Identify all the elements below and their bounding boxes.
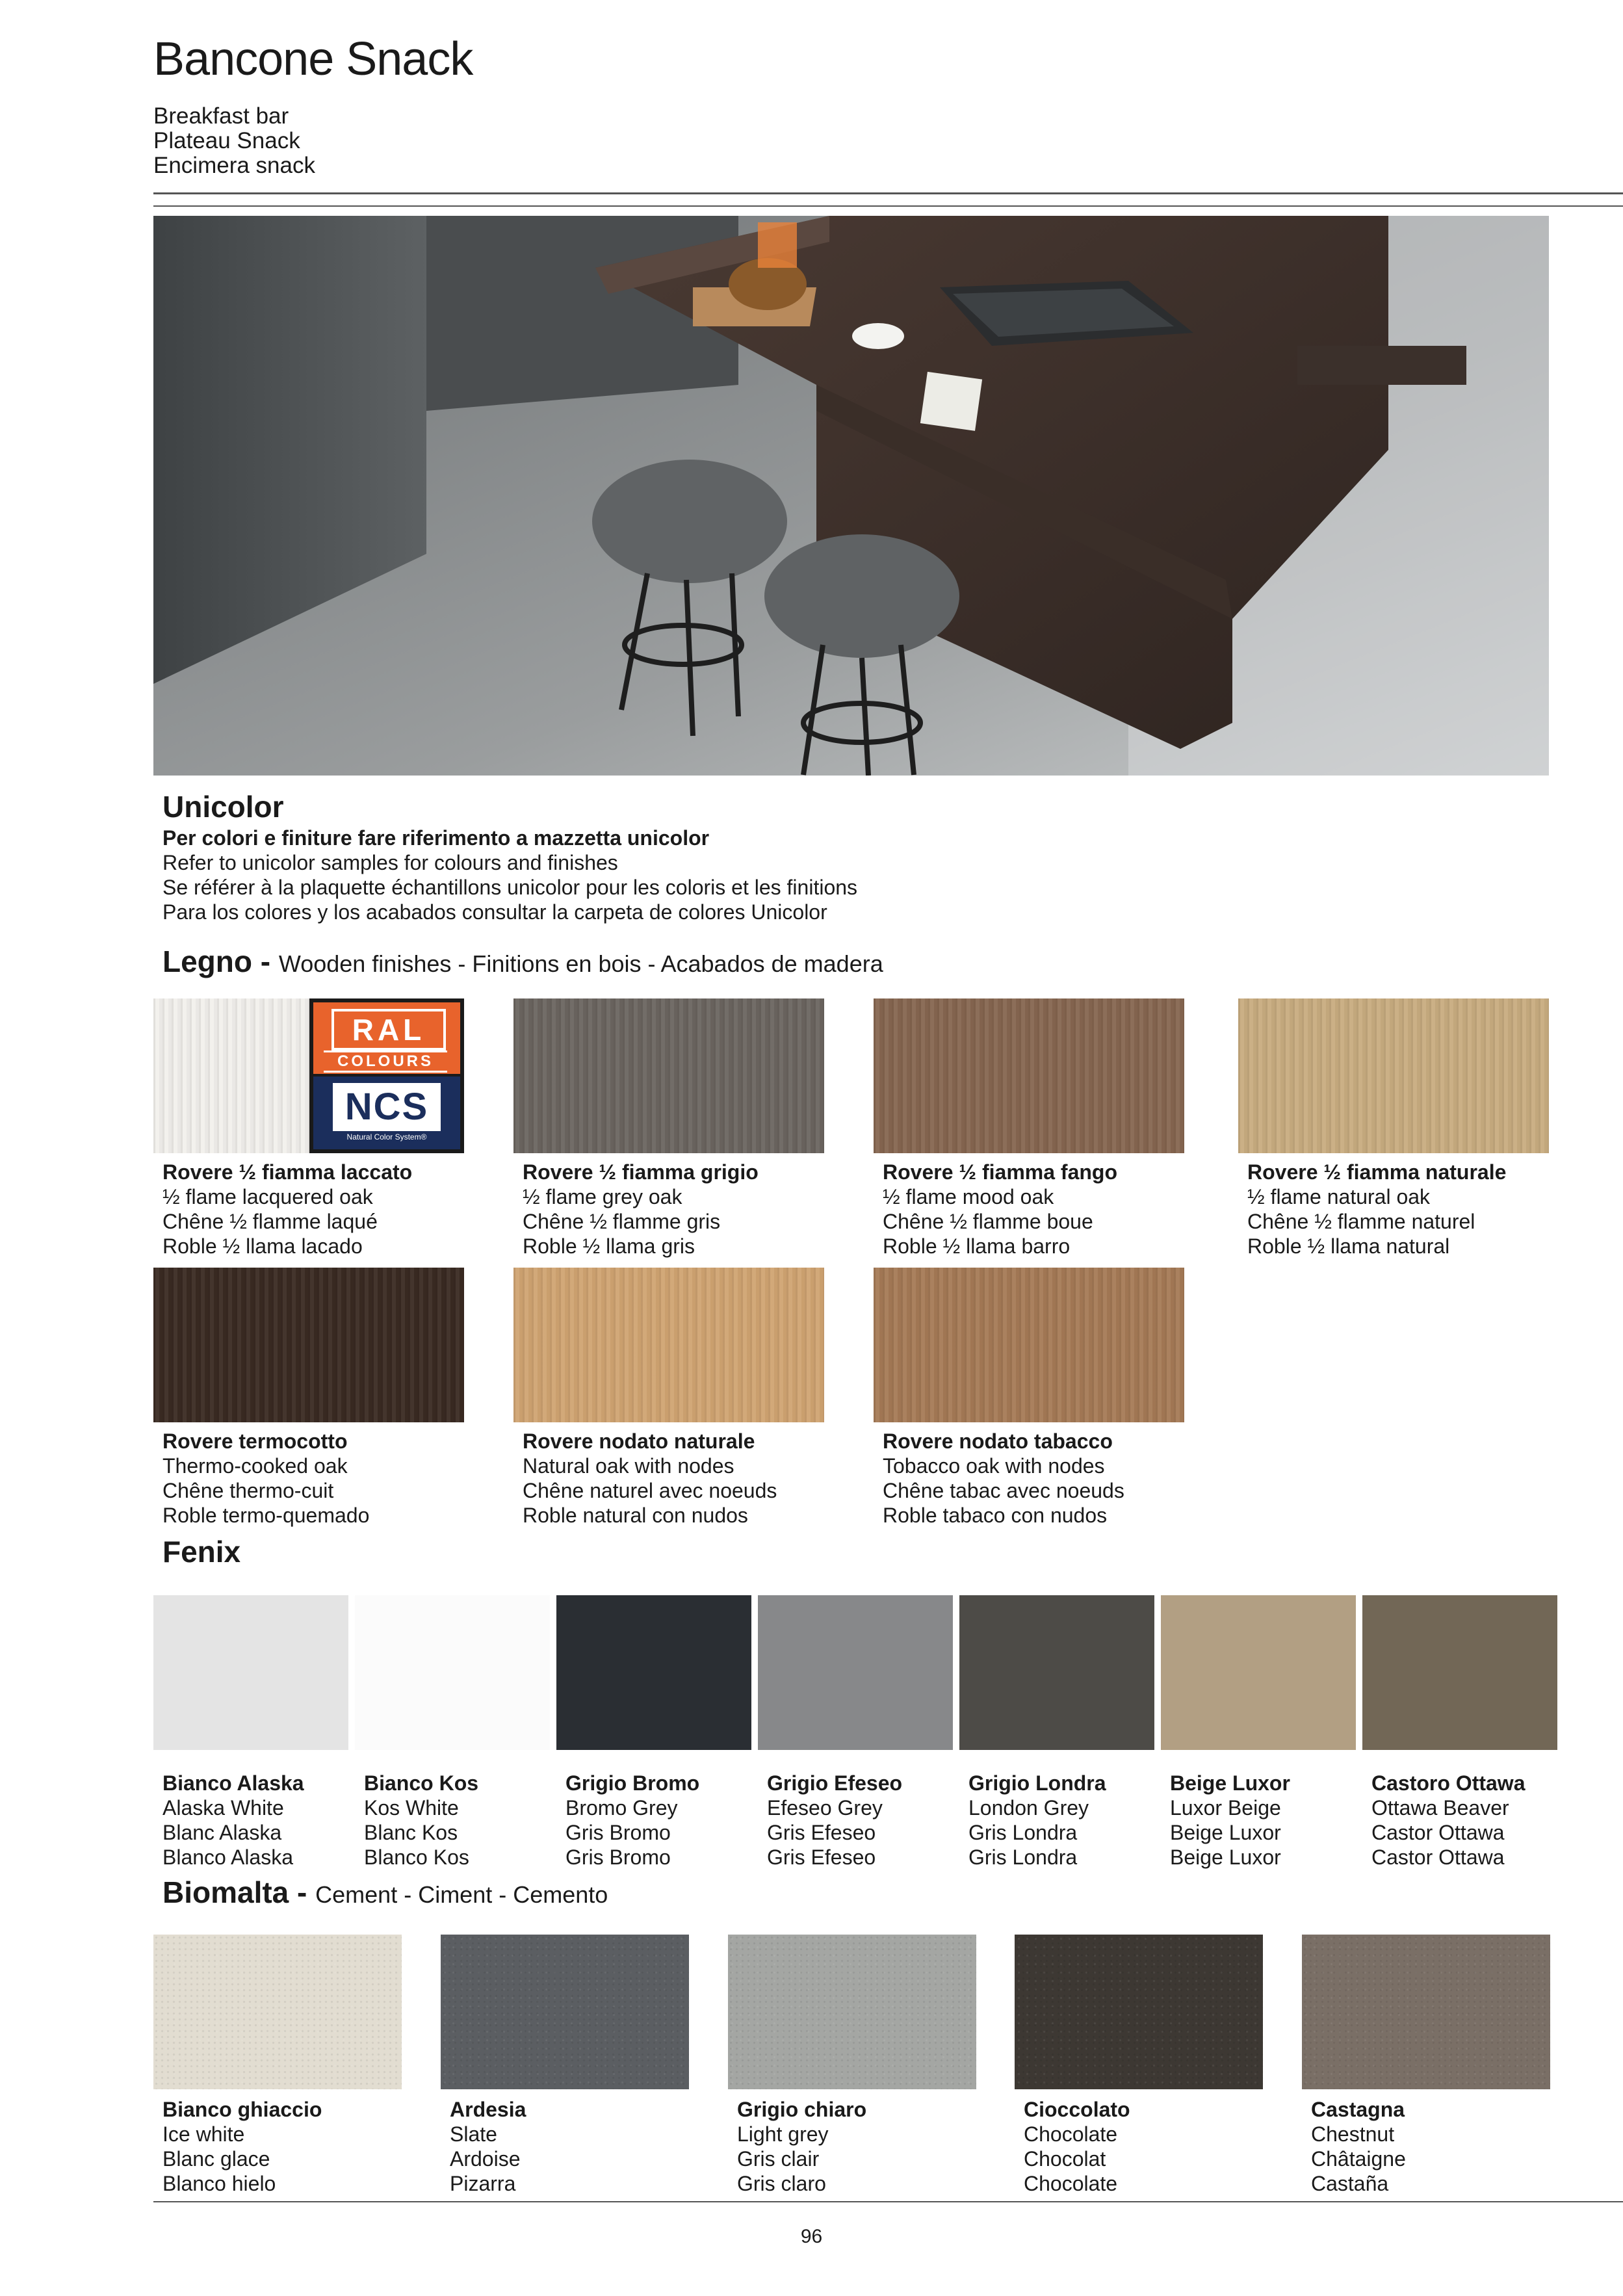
finish-name-fr: Beige Luxor	[1170, 1821, 1281, 1844]
finish-name: Bianco ghiaccio	[162, 2098, 322, 2121]
finish-name-en: ½ flame natural oak	[1247, 1185, 1431, 1208]
legno-swatch	[513, 998, 824, 1153]
finish-name-es: Blanco hielo	[162, 2172, 276, 2195]
finish-name-fr: Chocolat	[1024, 2147, 1106, 2171]
finish-name-fr: Blanc glace	[162, 2147, 270, 2171]
finish-name-es: Roble ½ llama natural	[1247, 1234, 1450, 1258]
finish-name-en: Ottawa Beaver	[1371, 1796, 1509, 1820]
finish-name-es: Gris claro	[737, 2172, 826, 2195]
page-subtitles	[153, 104, 315, 178]
fenix-caption	[1170, 1771, 1290, 1870]
finish-name: Grigio Londra	[968, 1771, 1106, 1795]
finish-name-fr: Gris Bromo	[565, 1821, 671, 1844]
fenix-caption	[767, 1771, 902, 1870]
finish-name: Grigio chiaro	[737, 2098, 867, 2121]
subtitle-es: Encimera snack	[153, 153, 315, 178]
finish-name-en: ½ flame lacquered oak	[162, 1185, 373, 1208]
finish-name-fr: Châtaigne	[1311, 2147, 1406, 2171]
finish-name-en: Slate	[450, 2122, 497, 2146]
legno-title-text: Legno -	[162, 945, 271, 978]
unicolor-line-en: Refer to unicolor samples for colours and finishes	[162, 851, 618, 874]
finish-name: Rovere ½ fiamma grigio	[523, 1160, 759, 1184]
finish-name-fr: Chêne naturel avec noeuds	[523, 1479, 777, 1502]
finish-name-es: Blanco Kos	[364, 1846, 469, 1869]
finish-name-en: Kos White	[364, 1796, 459, 1820]
legno-caption	[162, 1429, 369, 1528]
finish-name-en: ½ flame grey oak	[523, 1185, 682, 1208]
finish-name: Beige Luxor	[1170, 1771, 1290, 1795]
biomalta-swatch	[441, 1935, 689, 2089]
ral-logo-text: RAL	[331, 1009, 446, 1050]
finish-name: Bianco Kos	[364, 1771, 479, 1795]
fenix-caption	[565, 1771, 699, 1870]
fenix-swatch	[153, 1595, 348, 1750]
legno-caption	[523, 1429, 777, 1528]
finish-name-es: Blanco Alaska	[162, 1846, 294, 1869]
ral-colours-text: COLOURS	[324, 1050, 447, 1073]
legno-caption	[162, 1160, 412, 1259]
fenix-title: Fenix	[162, 1535, 241, 1569]
finish-name-fr: Chêne ½ flamme boue	[883, 1210, 1093, 1233]
finish-name-fr: Blanc Kos	[364, 1821, 458, 1844]
legno-title	[162, 944, 883, 979]
finish-name-en: ½ flame mood oak	[883, 1185, 1054, 1208]
biomalta-title-text: Biomalta -	[162, 1875, 307, 1909]
finish-name-en: Ice white	[162, 2122, 245, 2146]
fenix-caption	[364, 1771, 478, 1870]
finish-name-es: Roble ½ llama lacado	[162, 1234, 363, 1258]
fenix-swatch	[758, 1595, 953, 1750]
finish-name: Cioccolato	[1024, 2098, 1130, 2121]
finish-name: Grigio Efeseo	[767, 1771, 903, 1795]
finish-name: Bianco Alaska	[162, 1771, 304, 1795]
biomalta-subtitle: Cement - Ciment - Cemento	[315, 1881, 608, 1908]
product-photo	[153, 216, 1549, 776]
finish-name-fr: Blanc Alaska	[162, 1821, 282, 1844]
finish-name-es: Roble ½ llama barro	[883, 1234, 1071, 1258]
biomalta-title	[162, 1875, 608, 1910]
fenix-swatch	[556, 1595, 751, 1750]
finish-name-fr: Chêne ½ flamme laqué	[162, 1210, 378, 1233]
header-rule	[153, 192, 1623, 194]
finish-name-en: London Grey	[968, 1796, 1089, 1820]
finish-name-fr: Chêne ½ flamme naturel	[1247, 1210, 1475, 1233]
legno-swatch	[513, 1268, 824, 1422]
finish-name: Rovere nodato naturale	[523, 1429, 755, 1453]
finish-name-es: Beige Luxor	[1170, 1846, 1281, 1869]
finish-name-en: Luxor Beige	[1170, 1796, 1281, 1820]
biomalta-caption	[450, 2097, 526, 2196]
finish-name-en: Thermo-cooked oak	[162, 1454, 348, 1478]
finish-name-fr: Ardoise	[450, 2147, 521, 2171]
unicolor-title: Unicolor	[162, 790, 284, 824]
page-title: Bancone Snack	[153, 33, 473, 85]
subtitle-fr: Plateau Snack	[153, 128, 300, 153]
finish-name-en: Natural oak with nodes	[523, 1454, 734, 1478]
finish-name: Rovere ½ fiamma laccato	[162, 1160, 413, 1184]
legno-swatch	[874, 1268, 1184, 1422]
fenix-caption	[968, 1771, 1106, 1870]
fenix-swatch	[959, 1595, 1154, 1750]
finish-name-fr: Castor Ottawa	[1371, 1821, 1505, 1844]
finish-name-es: Gris Bromo	[565, 1846, 671, 1869]
fenix-caption	[1371, 1771, 1525, 1870]
legno-caption	[523, 1160, 759, 1259]
finish-name-es: Castor Ottawa	[1371, 1846, 1505, 1869]
fenix-swatch	[355, 1595, 550, 1750]
finish-name-es: Chocolate	[1024, 2172, 1118, 2195]
finish-name: Rovere ½ fiamma fango	[883, 1160, 1117, 1184]
biomalta-caption	[1024, 2097, 1130, 2196]
unicolor-line-fr: Se référer à la plaquette échantillons unicolor pour les coloris et les finitions	[162, 876, 858, 899]
finish-name-fr: Gris clair	[737, 2147, 820, 2171]
finish-name: Rovere ½ fiamma naturale	[1247, 1160, 1507, 1184]
page-number: 96	[800, 2226, 823, 2247]
unicolor-description	[162, 826, 857, 924]
biomalta-swatch	[153, 1935, 402, 2089]
finish-name-es: Castaña	[1311, 2172, 1389, 2195]
finish-name-es: Roble natural con nudos	[523, 1504, 748, 1527]
finish-name: Castagna	[1311, 2098, 1405, 2121]
finish-name-en: Efeseo Grey	[767, 1796, 883, 1820]
biomalta-swatch	[1302, 1935, 1550, 2089]
finish-name-es: Pizarra	[450, 2172, 516, 2195]
fenix-swatch	[1362, 1595, 1557, 1750]
finish-name: Ardesia	[450, 2098, 526, 2121]
finish-name-fr: Chêne tabac avec noeuds	[883, 1479, 1124, 1502]
finish-name: Castoro Ottawa	[1371, 1771, 1526, 1795]
fenix-swatch	[1161, 1595, 1356, 1750]
finish-name-es: Gris Efeseo	[767, 1846, 876, 1869]
finish-name: Rovere termocotto	[162, 1429, 348, 1453]
legno-swatch	[153, 1268, 464, 1422]
ral-ncs-logo	[309, 998, 464, 1153]
finish-name-fr: Chêne thermo-cuit	[162, 1479, 334, 1502]
finish-name-en: Tobacco oak with nodes	[883, 1454, 1105, 1478]
finish-name-fr: Chêne ½ flamme gris	[523, 1210, 721, 1233]
finish-name-en: Chocolate	[1024, 2122, 1118, 2146]
fenix-caption	[162, 1771, 304, 1870]
finish-name-es: Roble tabaco con nudos	[883, 1504, 1108, 1527]
finish-name-es: Roble ½ llama gris	[523, 1234, 695, 1258]
finish-name-fr: Gris Londra	[968, 1821, 1078, 1844]
finish-name-fr: Gris Efeseo	[767, 1821, 876, 1844]
biomalta-caption	[737, 2097, 866, 2196]
biomalta-caption	[162, 2097, 322, 2196]
unicolor-line-es: Para los colores y los acabados consultar la carpeta de colores Unicolor	[162, 900, 827, 924]
biomalta-swatch	[1015, 1935, 1263, 2089]
header-rule-thin	[153, 205, 1623, 207]
finish-name-es: Roble termo-quemado	[162, 1504, 370, 1527]
legno-caption	[883, 1429, 1124, 1528]
finish-name-en: Chestnut	[1311, 2122, 1395, 2146]
legno-subtitle: Wooden finishes - Finitions en bois - Acabados de madera	[278, 950, 883, 977]
finish-name-en: Light grey	[737, 2122, 829, 2146]
subtitle-en: Breakfast bar	[153, 103, 289, 129]
legno-swatch	[1238, 998, 1549, 1153]
finish-name: Grigio Bromo	[565, 1771, 700, 1795]
ncs-logo-text: NCS	[333, 1083, 441, 1131]
legno-caption	[1247, 1160, 1506, 1259]
footer-rule	[153, 2201, 1623, 2202]
legno-swatch	[874, 998, 1184, 1153]
finish-name-es: Gris Londra	[968, 1846, 1078, 1869]
unicolor-line-it: Per colori e finiture fare riferimento a mazzetta unicolor	[162, 826, 710, 850]
ncs-sub-text: Natural Color System®	[346, 1132, 427, 1141]
biomalta-caption	[1311, 2097, 1406, 2196]
finish-name-en: Bromo Grey	[565, 1796, 678, 1820]
biomalta-swatch	[728, 1935, 976, 2089]
finish-name: Rovere nodato tabacco	[883, 1429, 1113, 1453]
finish-name-en: Alaska White	[162, 1796, 284, 1820]
legno-caption	[883, 1160, 1117, 1259]
